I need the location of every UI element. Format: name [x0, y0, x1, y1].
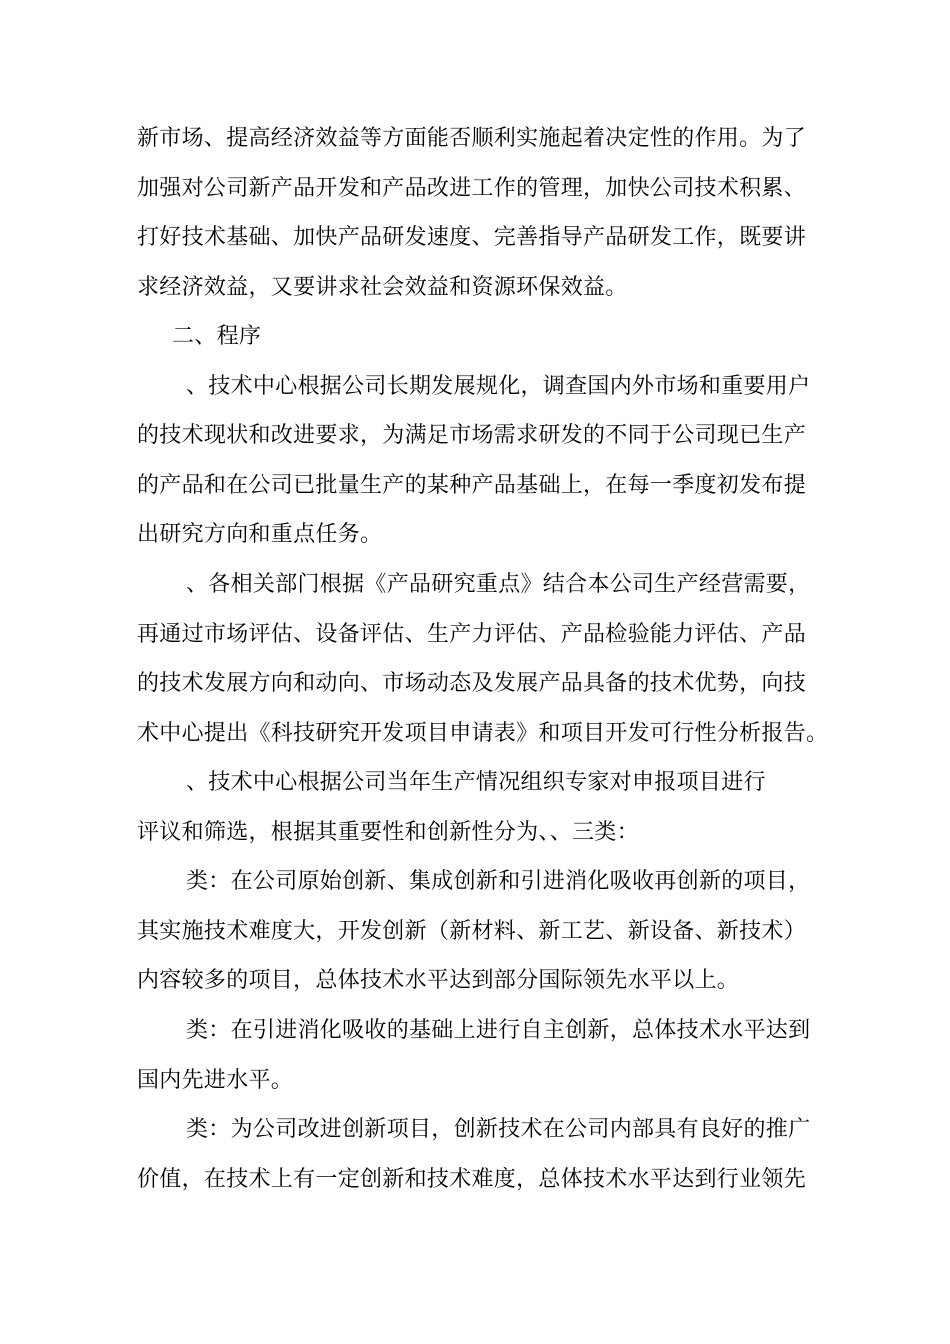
text-line: 内容较多的项目，总体技术水平达到部分国际领先水平以上。: [137, 968, 740, 993]
section-heading: 二、程序: [172, 324, 262, 349]
text-line: 价值，在技术上有一定创新和技术难度，总体技术水平达到行业领先: [137, 1167, 807, 1192]
text-line: 的产品和在公司已批量生产的某种产品基础上，在每一季度初发布提: [137, 473, 807, 498]
text-line: 再通过市场评估、设备评估、生产力评估、产品检验能力评估、产品: [137, 622, 807, 647]
text-line: 评议和筛选，根据其重要性和创新性分为、、三类：: [137, 820, 639, 845]
text-line: 类：在引进消化吸收的基础上进行自主创新，总体技术水平达到: [186, 1018, 811, 1043]
text-line: 、技术中心根据公司长期发展规化，调查国内外市场和重要用户: [186, 374, 811, 399]
text-line: 的技术现状和改进要求，为满足市场需求研发的不同于公司现已生产: [137, 423, 807, 448]
text-line: 的技术发展方向和动向、市场动态及发展产品具备的技术优势，向技: [137, 671, 807, 696]
text-line: 其实施技术难度大，开发创新（新材料、新工艺、新设备、新技术）: [137, 919, 807, 944]
text-line: 打好技术基础、加快产品研发速度、完善指导产品研发工作，既要讲: [137, 225, 807, 250]
text-line: 类：为公司改进创新项目，创新技术在公司内部具有良好的推广: [186, 1117, 811, 1142]
text-line: 新市场、提高经济效益等方面能否顺利实施起着决定性的作用。为了: [137, 126, 807, 151]
text-line: 术中心提出《科技研究开发项目申请表》和项目开发可行性分析报告。: [137, 721, 829, 746]
text-line: 、技术中心根据公司当年生产情况组织专家对申报项目进行: [186, 770, 766, 795]
text-line: 国内先进水平。: [137, 1068, 294, 1093]
text-line: 求经济效益，又要讲求社会效益和资源环保效益。: [137, 275, 628, 300]
text-line: 、各相关部门根据《产品研究重点》结合本公司生产经营需要，: [186, 572, 811, 597]
text-line: 加强对公司新产品开发和产品改进工作的管理，加快公司技术积累、: [137, 176, 807, 201]
text-line: 出研究方向和重点任务。: [137, 522, 383, 547]
text-line: 类：在公司原始创新、集成创新和引进消化吸收再创新的项目，: [186, 869, 811, 894]
